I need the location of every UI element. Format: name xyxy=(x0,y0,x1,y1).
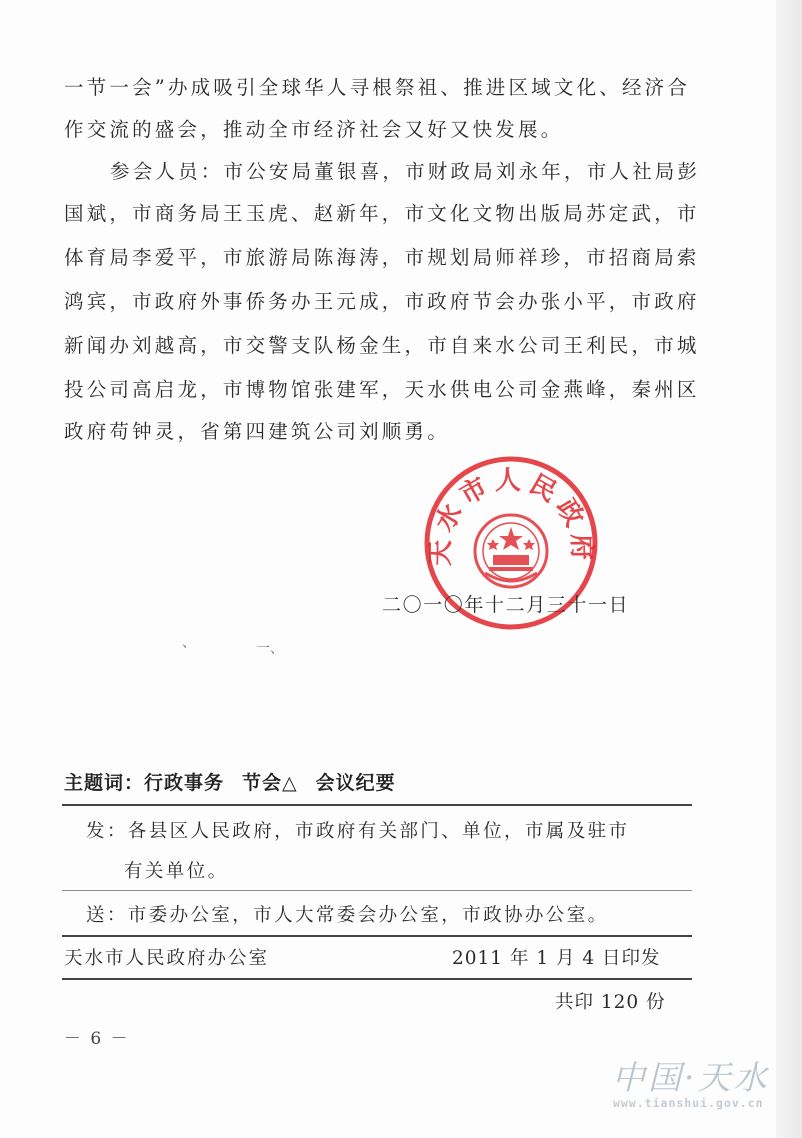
issuing-office: 天水市人民政府办公室 xyxy=(64,948,270,969)
divider xyxy=(62,935,692,937)
subject-line xyxy=(64,768,396,795)
subject-keyword: 行政事务 xyxy=(144,772,225,794)
page-number: － 6 － xyxy=(64,1029,130,1049)
stray-mark: 一、 xyxy=(256,641,284,657)
watermark-logo: 中国·天水 xyxy=(612,1058,770,1097)
body-line: 政府苟钟灵，省第四建筑公司刘顺勇。 xyxy=(64,420,450,443)
stray-mark: 、 xyxy=(182,635,196,651)
distribution-copy: 送：市委办公室，市人大常委会办公室，市政协办公室。 xyxy=(86,905,609,926)
body-line: 国斌，市商务局王玉虎、赵新年，市文化文物出版局苏定武，市 xyxy=(64,202,700,225)
body-line: 参会人员：市公安局董银喜，市财政局刘永年，市人社局彭 xyxy=(110,160,701,183)
divider xyxy=(62,890,692,891)
distribution-send: 发：各县区人民政府，市政府有关部门、单位，市属及驻市 xyxy=(86,821,630,842)
national-emblem-icon xyxy=(475,515,547,587)
print-date: 2011 年 1 月 4 日印发 xyxy=(452,948,661,969)
divider xyxy=(62,978,692,980)
body-line: 新闻办刘越高，市交警支队杨金生，市自来水公司王利民，市城 xyxy=(64,334,700,357)
subject-label: 主题词： xyxy=(64,772,145,794)
copy-count: 共印 120 份 xyxy=(555,992,666,1013)
seal-text: 天水市人民政府 xyxy=(425,466,597,567)
distribution-send-cont: 有关单位。 xyxy=(124,861,229,882)
watermark-url: www.tianshui.gov.cn xyxy=(613,1096,764,1110)
body-line: 鸿宾，市政府外事侨务办王元成，市政府节会办张小平，市政府 xyxy=(64,290,700,313)
body-line: 体育局李爱平，市旅游局陈海涛，市规划局师祥珍，市招商局索 xyxy=(64,246,700,269)
body-line: 作交流的盛会，推动全市经济社会又好又快发展。 xyxy=(64,118,564,141)
body-line: 一节一会”办成吸引全球华人寻根祭祖、推进区域文化、经济合 xyxy=(64,76,691,99)
body-line: 投公司高启龙，市博物馆张建军，天水供电公司金燕峰，秦州区 xyxy=(64,378,700,401)
divider xyxy=(62,804,692,806)
subject-keyword: 节会△ xyxy=(242,772,298,794)
subject-keyword: 会议纪要 xyxy=(315,772,396,794)
page-edge xyxy=(776,0,802,1138)
issue-date: 二〇一〇年十二月三十一日 xyxy=(382,594,630,616)
